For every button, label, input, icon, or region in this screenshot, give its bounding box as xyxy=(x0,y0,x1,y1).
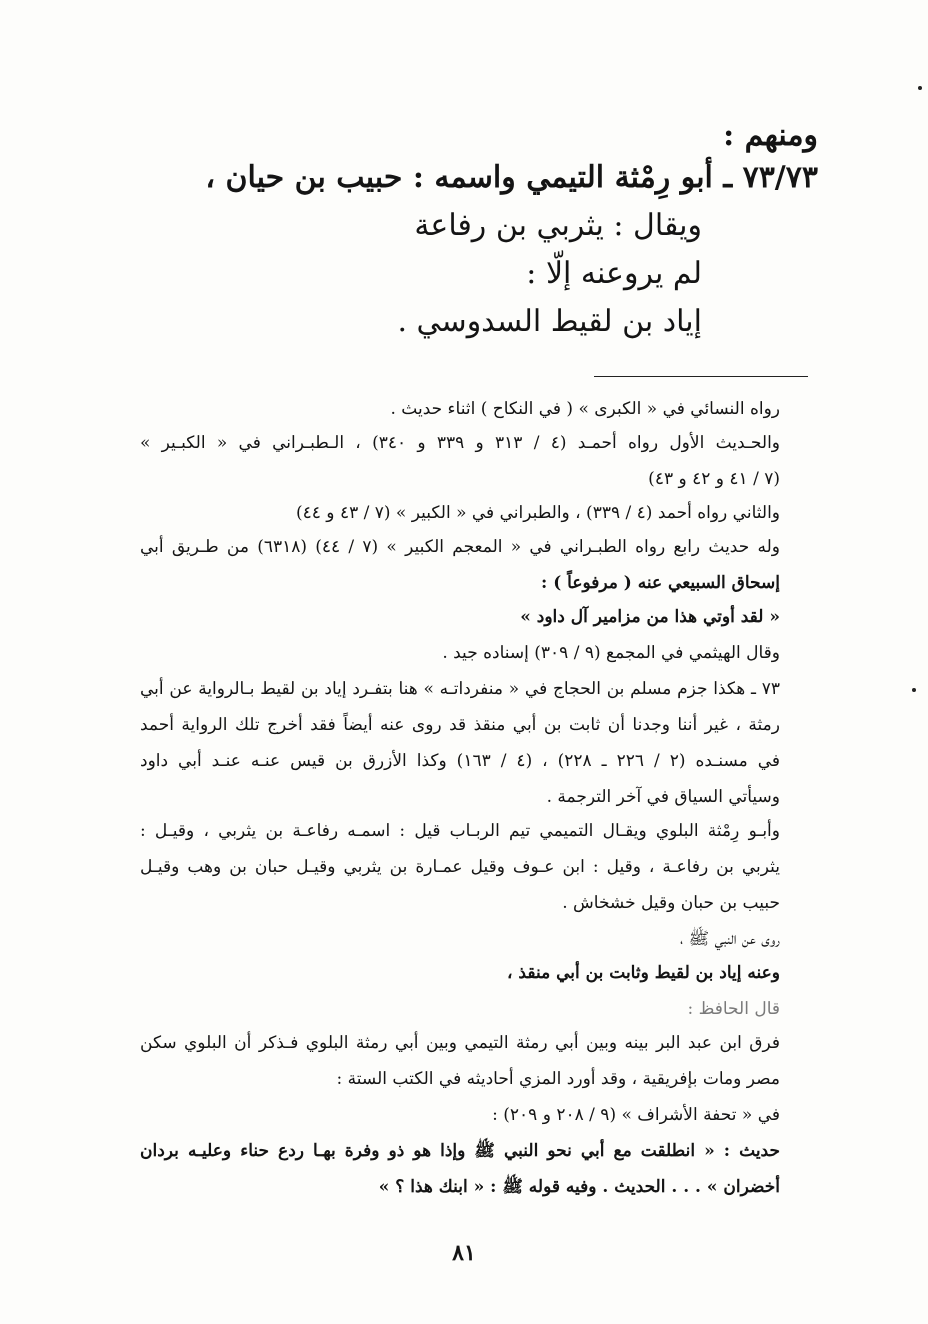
footnote-line: حديث : « انطلقت مع أبي نحو النبي ﷺ وإذا هو ذو وفرة بهـا ردع حناء وعليـه بردان xyxy=(140,1141,780,1161)
footnote-line: وعنه إياد بن لقيط وثابت بن أبي منقذ ، xyxy=(507,963,780,983)
footnote-quote: « لقد أوتي هذا من مزامير آل داود » xyxy=(520,607,780,627)
footnote-line: أخضران » . . . الحديث . وفيه قوله ﷺ : « ابنك هذا ؟ » xyxy=(378,1177,780,1197)
footnote-line: (٧ / ٤١ و ٤٢ و ٤٣) xyxy=(648,469,780,489)
footnote-line: في « تحفة الأشراف » (٩ / ٢٠٨ و ٢٠٩) : xyxy=(492,1105,780,1125)
entry-narrator-intro-line: لم يروعنه إلّا : xyxy=(526,256,702,291)
scan-speck xyxy=(918,86,922,90)
footnote-line: والثاني رواه أحمد (٤ / ٣٣٩) ، والطبراني في « الكبير » (٧ / ٤٣ و ٤٤) xyxy=(296,503,780,523)
footnote-line: يثربي بن رفاعـة ، وقيل : ابن عـوف وقيل عمـارة بن يثربي وقيـل حبان بن وهب وقيـل xyxy=(140,857,780,877)
footnote-line: إسحاق السبيعي عنه ( مرفوعاً ) : xyxy=(541,573,780,593)
footnote-line: مصر ومات بإفريقية ، وقد أورد المزي أحاديثه في الكتب الستة : xyxy=(336,1069,780,1089)
scan-speck xyxy=(912,688,916,692)
entry-alt-name-line: ويقال : يثربي بن رفاعة xyxy=(414,208,702,243)
footnote-line: ٧٣ ـ هكذا جزم مسلم بن الحجاج في « منفرداتـه » هنا بتفـرد إياد بن لقيط بـالرواية عن أبي xyxy=(140,679,780,699)
footnote-line: حبيب بن حبان وقيل خشخاش . xyxy=(562,893,780,913)
entry-title-line: ٧٣/٧٣ ـ أبو رِمْثة التيمي واسمه : حبيب بن حيان ، xyxy=(205,160,818,195)
footnote-line: روى عن النبي ﷺ ، xyxy=(680,929,780,949)
page-number: ٨١ xyxy=(452,1240,476,1266)
entry-narrator-line: إياد بن لقيط السدوسي . xyxy=(397,304,702,339)
footnote-line: وقال الهيثمي في المجمع (٩ / ٣٠٩) إسناده جيد . xyxy=(442,643,780,663)
footnote-line: قال الحافظ : xyxy=(687,999,780,1019)
footnote-line: فرق ابن عبد البر بينه وبين أبي رمثة التيمي وبين أبي رمثة البلوي فـذكر أن البلوي سكن xyxy=(140,1033,780,1053)
footnote-line: رواه النسائي في « الكبرى » ( في النكاح ) اثناء حديث . xyxy=(390,399,780,419)
entry-heading: ومنهم : xyxy=(723,118,818,153)
footnote-line: والحـديث الأول رواه أحمـد (٤ / ٣١٣ و ٣٣٩ و ٣٤٠) ، الـطبـراني في « الكبـير » xyxy=(140,433,780,453)
footnote-line: رمثة ، غير أننا وجدنا أن ثابت بن أبي منقذ قد روى عنه أيضاً فقد أخرج تلك الرواية أحمد xyxy=(140,715,780,735)
footnote-line: وله حديث رابع رواه الطبـراني في « المعجم الكبير » (٧ / ٤٤) (٦٣١٨) من طـريق أبي xyxy=(140,537,780,557)
footnote-separator xyxy=(594,376,808,377)
footnote-line: وسيأتي السياق في آخر الترجمة . xyxy=(546,787,780,807)
footnote-line: وأبـو رِمْثة البلوي ويقـال التميمي تيم الربـاب قيل : اسمـه رفاعـة بن يثربي ، وقيـل : xyxy=(140,821,780,841)
footnote-line: في مسنـده (٢ / ٢٢٦ ـ ٢٢٨) ، (٤ / ١٦٣) وكذا الأزرق بن قيس عنـه عنـد أبي داود xyxy=(140,751,780,771)
